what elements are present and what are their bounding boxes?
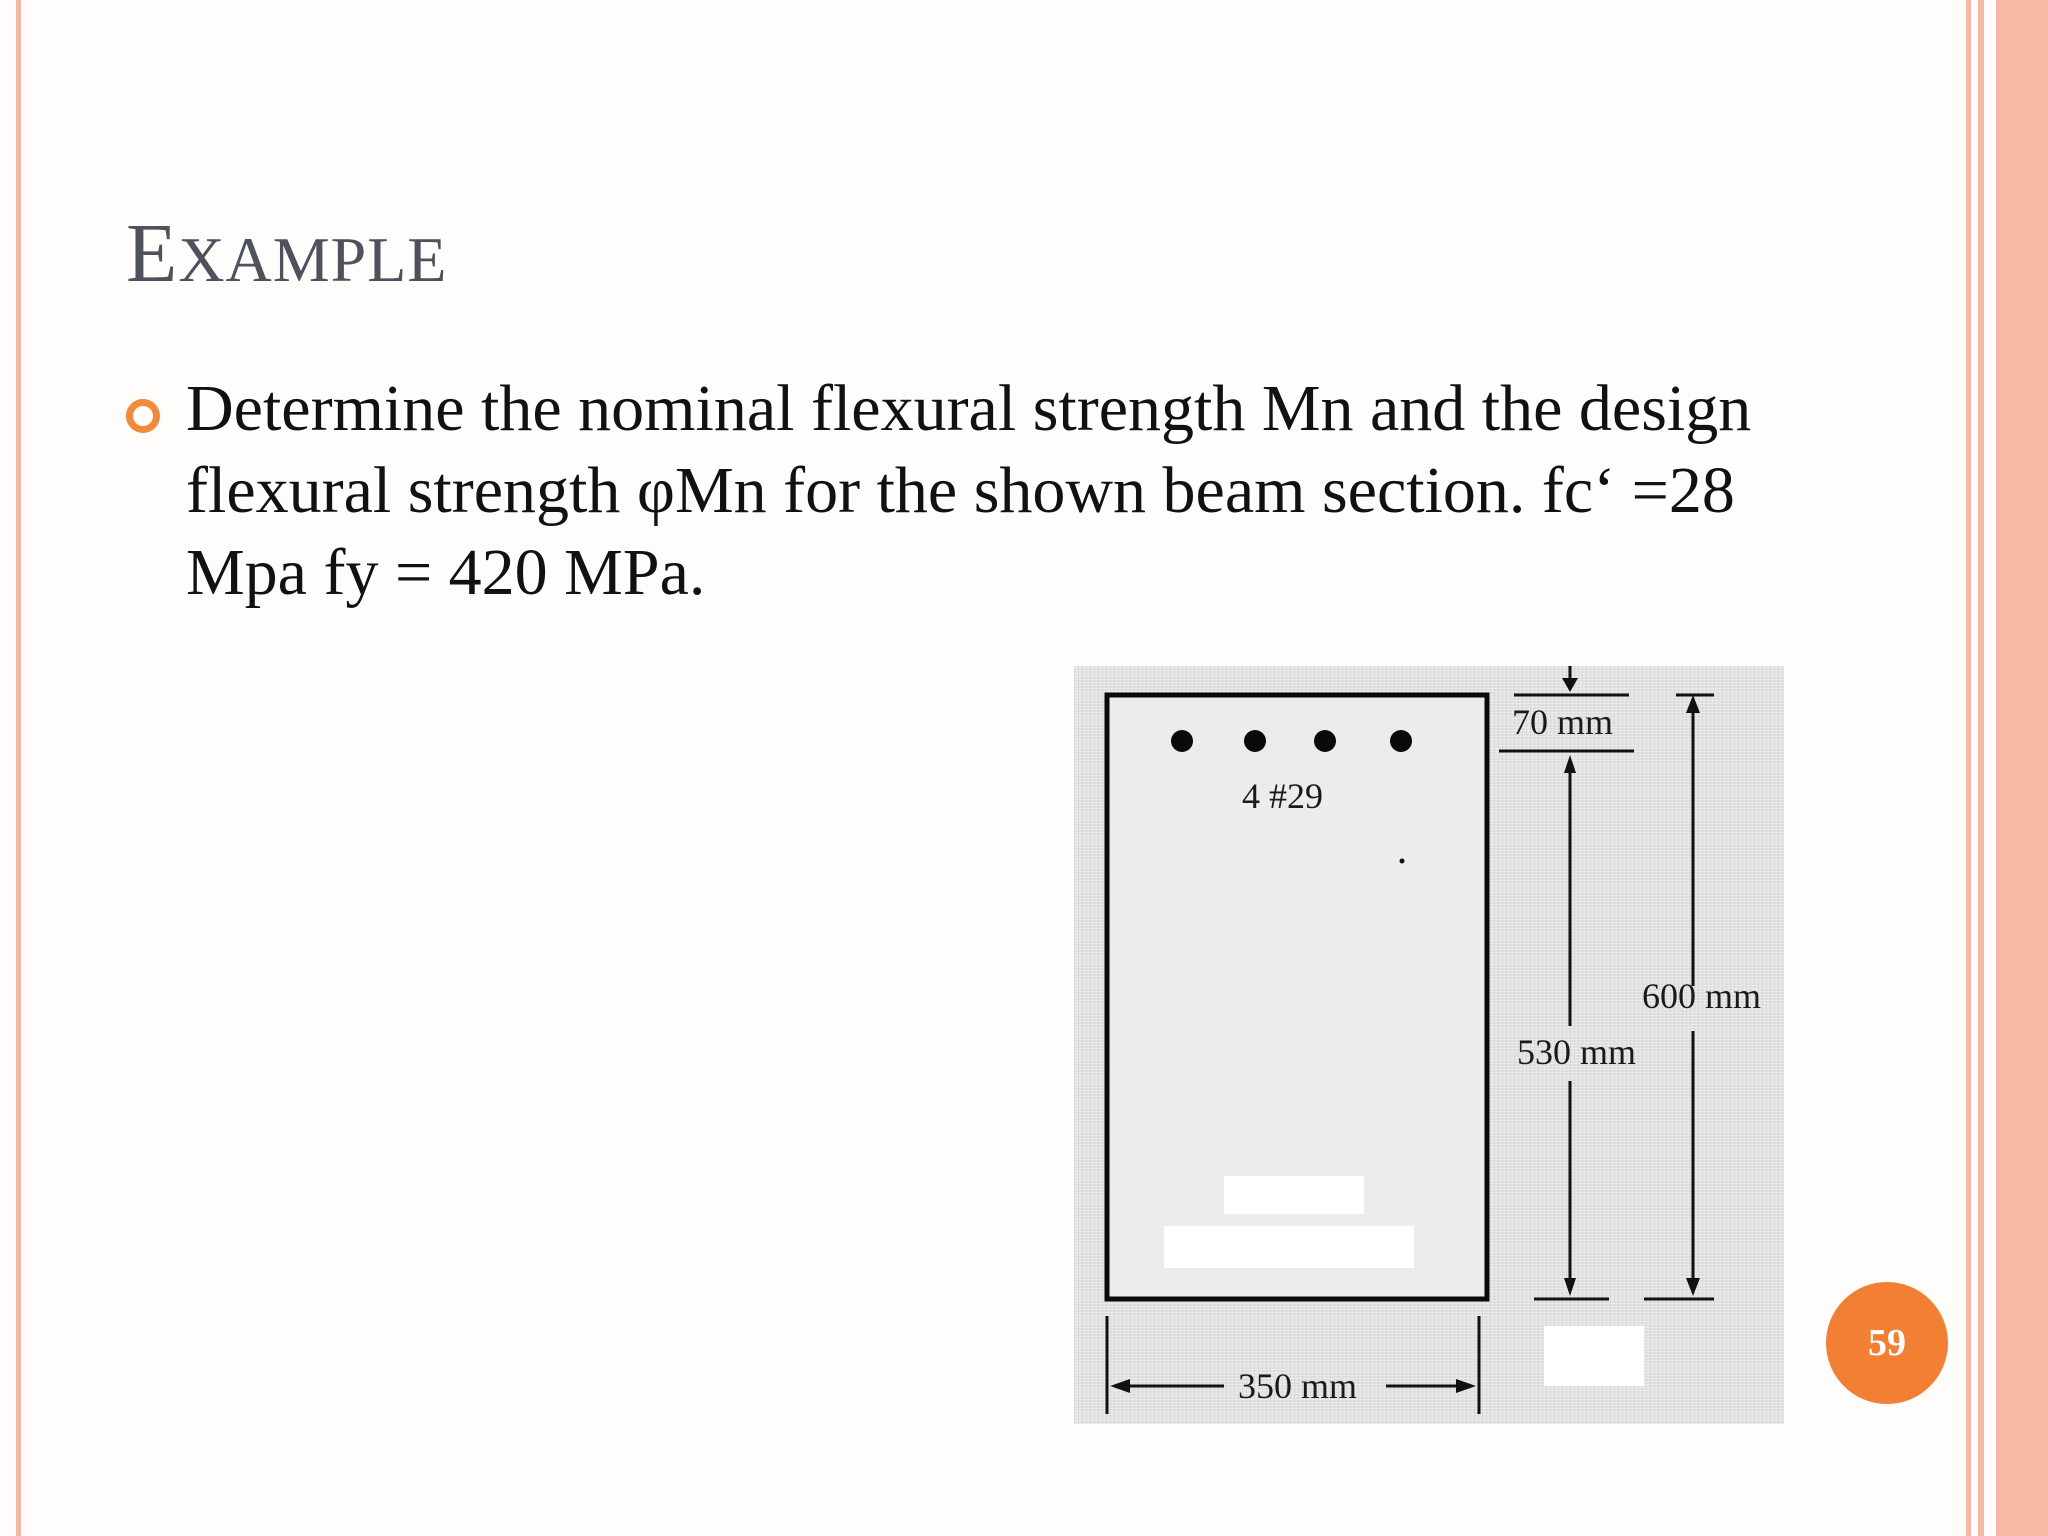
patch-2 <box>1164 1226 1414 1268</box>
cover-dimension-label: 70 mm <box>1512 702 1614 742</box>
beam-section-figure <box>1074 666 1784 1424</box>
rebar-dot <box>1314 730 1336 752</box>
patch-3 <box>1544 1326 1644 1386</box>
beam-section-drawing <box>1074 666 1784 1424</box>
height-arrow-up <box>1686 695 1700 713</box>
slide-title <box>126 207 448 300</box>
width-dimension-label: 350 mm <box>1238 1366 1358 1406</box>
title-initial: E <box>126 207 179 300</box>
patch-1 <box>1224 1176 1364 1214</box>
left-border-line <box>16 0 21 1536</box>
cover-arrow-down <box>1562 678 1578 692</box>
effective-depth-label: 530 mm <box>1517 1032 1637 1072</box>
rebar-label: 4 #29 <box>1242 776 1323 816</box>
title-rest: XAMPLE <box>178 224 448 295</box>
depth-arrow-up <box>1564 755 1576 773</box>
rebar-dot <box>1244 730 1266 752</box>
right-border-stripes <box>1956 0 2048 1536</box>
width-arrow-left <box>1110 1379 1130 1393</box>
bullet-text: Determine the nominal flexural strength Mn and the design flexural strength φMn for the shown beam section. fc‘ =28 Mpa fy = 420 MPa. <box>186 372 1752 609</box>
total-height-label: 600 mm <box>1642 976 1762 1016</box>
width-arrow-right <box>1456 1379 1476 1393</box>
bullet-ring-icon <box>126 399 160 433</box>
rebar-dot <box>1390 730 1412 752</box>
depth-arrow-down <box>1564 1278 1576 1296</box>
height-arrow-down <box>1686 1278 1700 1296</box>
speck <box>1400 859 1405 864</box>
page-number-badge: 59 <box>1826 1282 1948 1404</box>
rebar-dot <box>1171 730 1193 752</box>
